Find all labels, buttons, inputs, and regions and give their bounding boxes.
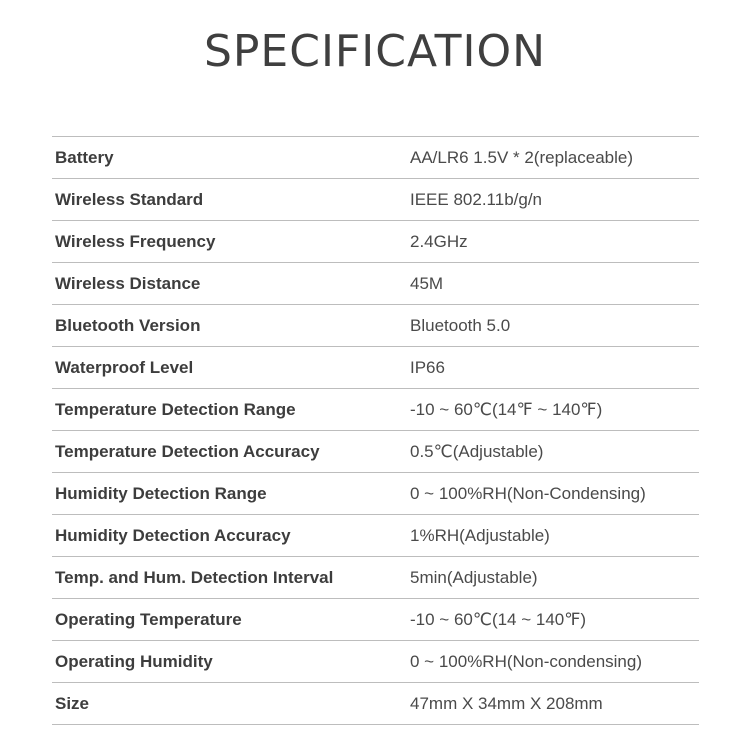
spec-value: 0 ~ 100%RH(Non-condensing) (410, 651, 642, 671)
spec-label: Waterproof Level (55, 357, 194, 377)
spec-value: 0.5℃(Adjustable) (410, 441, 544, 461)
spec-label: Humidity Detection Range (55, 483, 267, 503)
spec-label: Operating Humidity (55, 651, 213, 671)
spec-row-waterproof-level (52, 347, 699, 389)
spec-row-temperature-detection-range (52, 389, 699, 431)
spec-value: 1%RH(Adjustable) (410, 525, 550, 545)
spec-label: Size (55, 693, 90, 713)
spec-row-battery (52, 137, 699, 179)
spec-value: -10 ~ 60℃(14℉ ~ 140℉) (410, 399, 603, 419)
spec-label: Temperature Detection Range (55, 399, 296, 419)
spec-row-temperature-detection-accuracy (52, 431, 699, 473)
spec-row-detection-interval (52, 557, 699, 599)
spec-value: 45M (410, 273, 444, 293)
spec-value: -10 ~ 60℃(14 ~ 140℉) (410, 609, 587, 629)
spec-row-size (52, 683, 699, 725)
spec-label: Temperature Detection Accuracy (55, 441, 320, 461)
spec-label: Wireless Frequency (55, 231, 216, 251)
spec-value: 0 ~ 100%RH(Non-Condensing) (410, 483, 646, 503)
spec-value: IP66 (410, 357, 445, 377)
page-title: SPECIFICATION (203, 26, 547, 77)
spec-label: Operating Temperature (55, 609, 242, 629)
spec-label: Temp. and Hum. Detection Interval (55, 567, 334, 587)
spec-value: 47mm X 34mm X 208mm (410, 693, 603, 713)
spec-row-operating-humidity (52, 641, 699, 683)
spec-value: AA/LR6 1.5V * 2(replaceable) (410, 147, 634, 167)
spec-value: 2.4GHz (410, 231, 468, 251)
spec-row-wireless-frequency (52, 221, 699, 263)
spec-value: Bluetooth 5.0 (410, 315, 511, 335)
spec-value: 5min(Adjustable) (410, 567, 538, 587)
spec-row-humidity-detection-accuracy (52, 515, 699, 557)
spec-label: Humidity Detection Accuracy (55, 525, 291, 545)
spec-label: Wireless Standard (55, 189, 204, 209)
spec-table (52, 136, 699, 725)
spec-row-bluetooth-version (52, 305, 699, 347)
spec-row-operating-temperature (52, 599, 699, 641)
spec-label: Wireless Distance (55, 273, 201, 293)
spec-row-wireless-distance (52, 263, 699, 305)
spec-row-wireless-standard (52, 179, 699, 221)
spec-row-humidity-detection-range (52, 473, 699, 515)
spec-label: Bluetooth Version (55, 315, 201, 335)
spec-label: Battery (55, 147, 114, 167)
spec-value: IEEE 802.11b/g/n (410, 189, 543, 209)
